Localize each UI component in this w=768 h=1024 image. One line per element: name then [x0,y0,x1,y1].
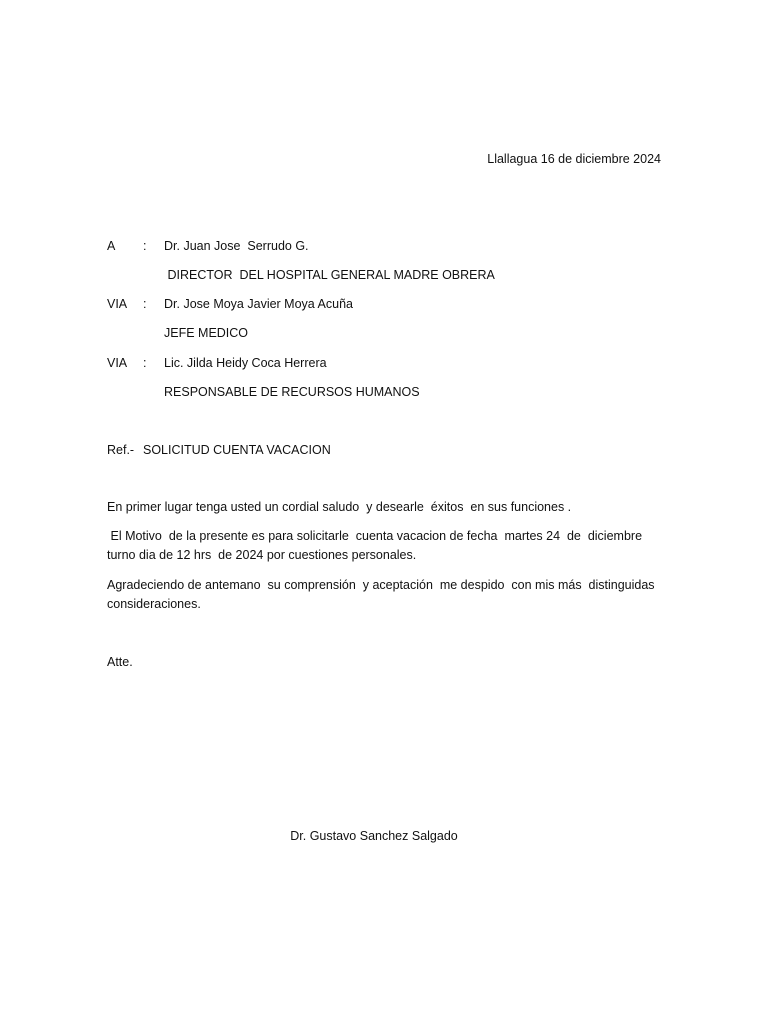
reference-label: Ref.- [107,443,135,457]
recipient-colon-via-1: : [143,297,147,311]
recipient-name-rrhh: Lic. Jilda Heidy Coca Herrera [164,356,327,370]
body-paragraph-motive-text: El Motivo de la presente es para solicitarle cuenta vacacion de fecha martes 24 de diciembre turno dia de 12 hrs de 2024 por cuestiones personales. [107,529,646,562]
body-paragraph-closing [107,576,667,614]
closing-atte: Atte. [107,655,133,669]
recipient-label-via-2: VIA [107,356,128,370]
recipient-title-director: DIRECTOR DEL HOSPITAL GENERAL MADRE OBRERA [164,268,495,282]
recipient-label-via-1: VIA [107,297,128,311]
recipient-label-a: A [107,239,116,253]
recipient-title-jefe-medico: JEFE MEDICO [164,326,249,340]
reference-text: SOLICITUD CUENTA VACACION [143,443,331,457]
signature-name: Dr. Gustavo Sanchez Salgado [290,829,458,843]
body-paragraph-closing-text: Agradeciendo de antemano su comprensión y aceptación me despido con mis más distinguidas consideraciones. [107,578,659,611]
recipient-colon-a: : [143,239,147,253]
recipient-colon-via-2: : [143,356,147,370]
body-paragraph-greeting [107,498,667,517]
recipient-title-rrhh: RESPONSABLE DE RECURSOS HUMANOS [164,385,420,399]
recipient-name-jefe-medico: Dr. Jose Moya Javier Moya Acuña [164,297,353,311]
body-paragraph-motive [107,527,652,565]
body-paragraph-greeting-text: En primer lugar tenga usted un cordial saludo y desearle éxitos en sus funciones . [107,500,572,514]
recipient-name-director: Dr. Juan Jose Serrudo G. [164,239,309,253]
place-date: Llallagua 16 de diciembre 2024 [487,152,661,166]
